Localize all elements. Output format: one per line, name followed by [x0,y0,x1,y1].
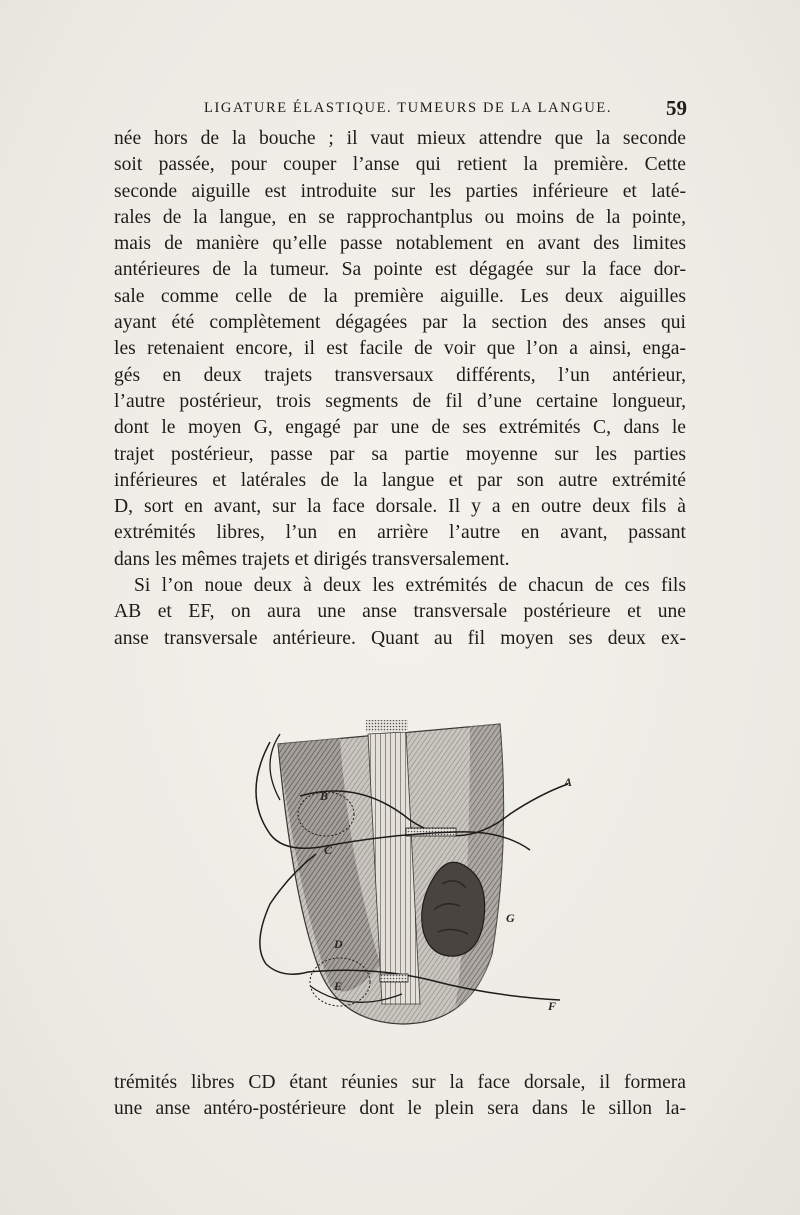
label-D: D [334,937,343,951]
label-C: C [324,843,333,857]
label-G: G [506,911,515,925]
text-line: extrémités libres, l’un en arrière l’autre en avant, passant [114,522,686,544]
text-line: inférieures et latérales de la langue et par son autre extrémité [114,469,686,491]
page-number: 59 [666,96,687,120]
tongue-ligature-figure [230,704,610,1069]
label-F: F [548,999,557,1013]
text-line: trémités libres CD étant réunies sur la face dorsale, il formera [114,1072,686,1093]
running-title: LIGATURE ÉLASTIQUE. TUMEURS DE LA LANGUE. [204,100,613,116]
text-line: l’autre postérieur, trois segments de fil d’une certaine longueur, [114,390,686,412]
text-line: rales de la langue, en se rapprochantplus ou moins de la pointe, [114,206,686,228]
text-line: une anse antéro-postérieure dont le plein sera dans le sillon la- [114,1098,686,1120]
text-line: AB et EF, on aura une anse transversale postérieure et une [114,601,686,623]
ligature-illustration [230,704,610,1069]
label-B: B [320,789,329,803]
text-line: anse transversale antérieure. Quant au fil moyen ses deux ex- [114,627,686,649]
text-line: Si l’on noue deux à deux les extrémités de chacun de ces fils [134,575,686,597]
text-line: soit passée, pour couper l’anse qui retient la première. Cette [114,154,686,176]
text-line: seconde aiguille est introduite sur les parties inférieure et laté- [114,180,686,202]
running-head [112,96,687,122]
text-line: trajet postérieur, passe par sa partie moyenne sur les parties [114,443,686,465]
text-line: gés en deux trajets transversaux différents, l’un antérieur, [114,364,686,386]
body-text-top [114,126,686,652]
text-line: les retenaient encore, il est facile de voir que l’on a ainsi, enga- [114,338,686,360]
text-line: antérieures de la tumeur. Sa pointe est dégagée sur la face dor- [114,259,686,281]
text-line: née hors de la bouche ; il vaut mieux attendre que la seconde [114,128,686,149]
text-line: D, sort en avant, sur la face dorsale. Il y a en outre deux fils à [114,496,686,518]
text-line: dans les mêmes trajets et dirigés transversalement. [114,548,510,570]
text-line: sale comme celle de la première aiguille. Les deux aiguilles [114,285,686,307]
label-A: A [564,775,573,789]
text-line: dont le moyen G, engagé par une de ses extrémités C, dans le [114,417,686,439]
label-E: E [334,979,343,993]
text-line: mais de manière qu’elle passe notablement en avant des limites [114,233,686,255]
body-text-bottom [114,1070,686,1123]
text-line: ayant été complètement dégagées par la section des anses qui [114,312,686,334]
